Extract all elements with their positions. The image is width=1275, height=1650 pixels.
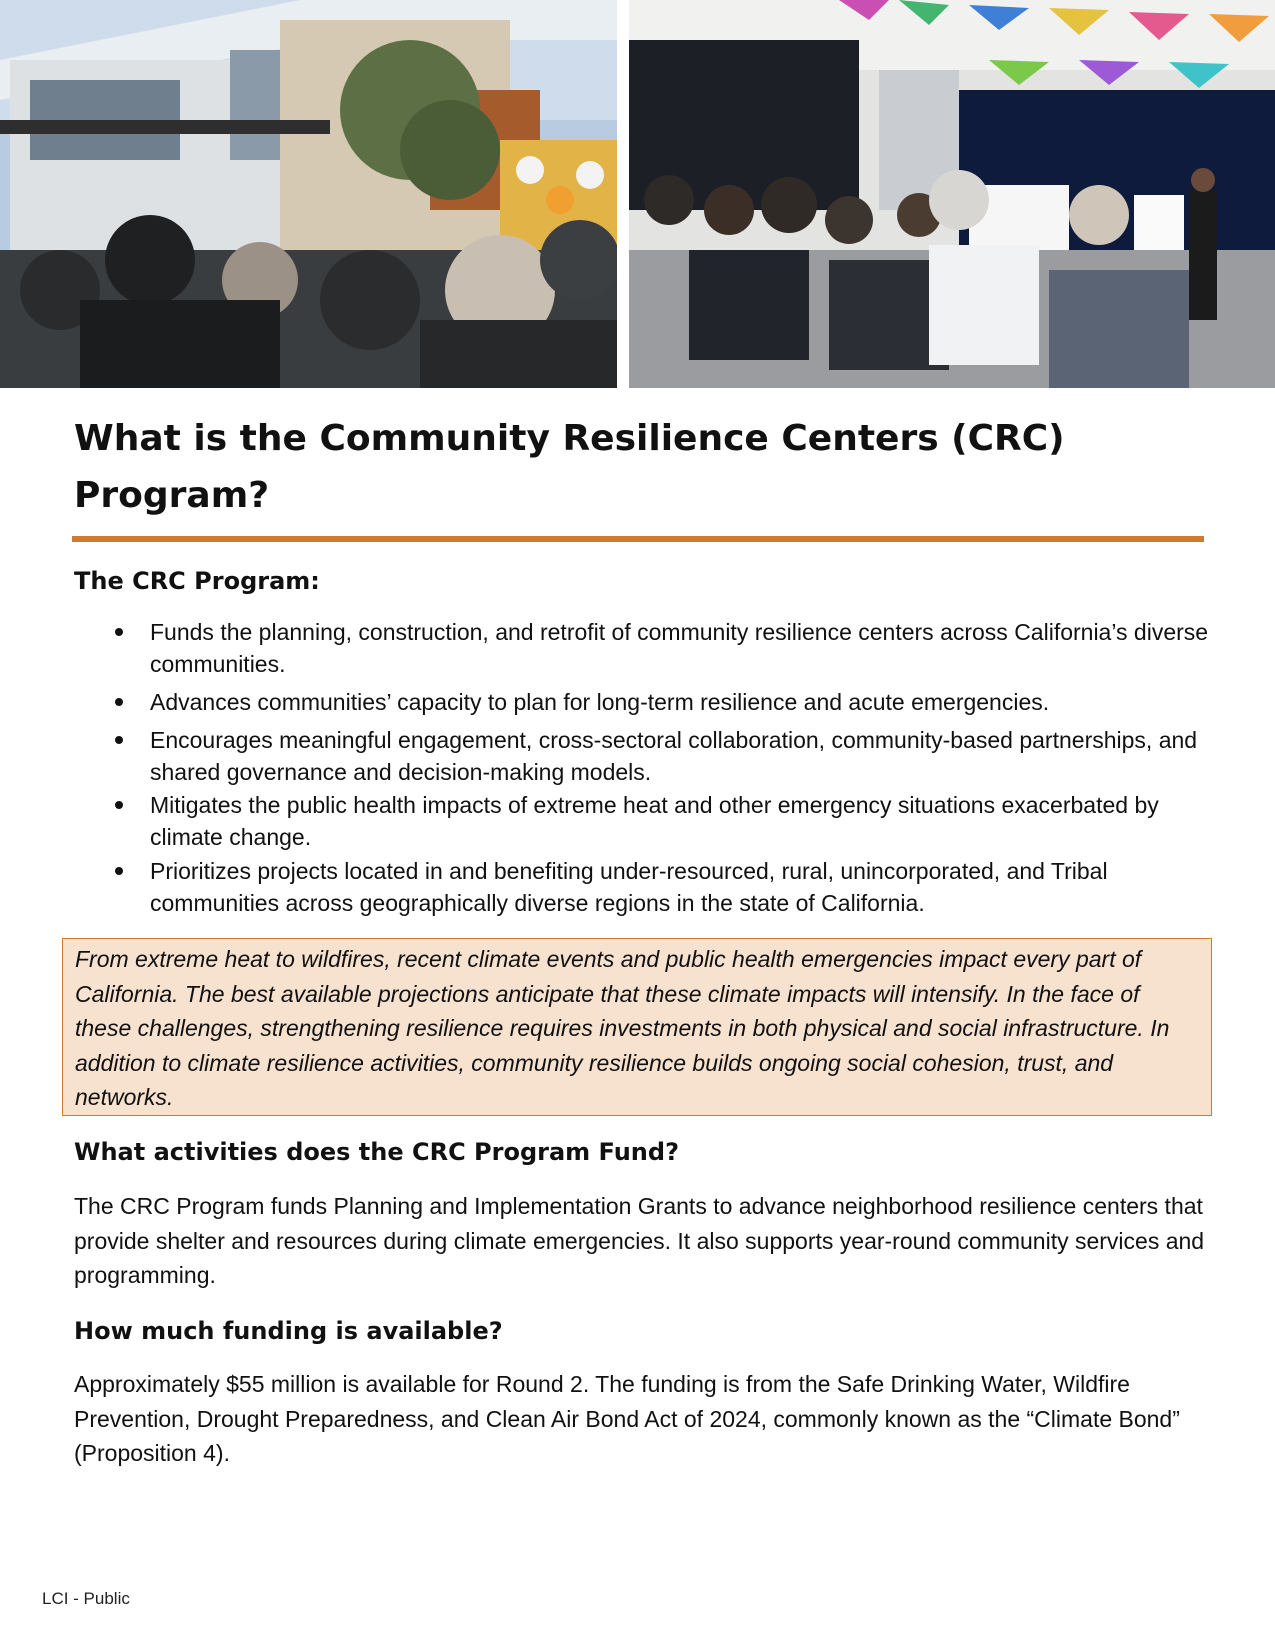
list-item: Prioritizes projects located in and benefiting under-resourced, rural, unincorporated, and Tribal communities across geographically diverse regions in the state of California. bbox=[74, 855, 1214, 921]
climate-callout-box: From extreme heat to wildfires, recent climate events and public health emergencies impact every part of California. The best available projections anticipate that these climate impacts will intensify. In the face of these challenges, strengthening resilience requires investments in both physical and social infrastructure. In addition to climate resilience activities, community resilience builds ongoing social cohesion, trust, and networks. bbox=[62, 938, 1212, 1116]
title-divider bbox=[72, 536, 1204, 542]
crc-program-heading: The CRC Program: bbox=[74, 567, 320, 595]
list-item: Advances communities’ capacity to plan for long-term resilience and acute emergencies. bbox=[74, 686, 1214, 724]
activities-paragraph: The CRC Program funds Planning and Implementation Grants to advance neighborhood resilience centers that provide shelter and resources during climate emergencies. It also supports year-round community services and programming. bbox=[74, 1193, 1205, 1288]
building-ceremony-photo bbox=[0, 0, 617, 388]
list-item: Encourages meaningful engagement, cross-sectoral collaboration, community-based partnerships, and shared governance and decision-making models. bbox=[74, 724, 1214, 789]
classification-footer: LCI - Public bbox=[42, 1589, 130, 1608]
building-ribbon-ceremony-photo-icon bbox=[0, 0, 617, 388]
list-item: Funds the planning, construction, and retrofit of community resilience centers across California’s diverse communities. bbox=[74, 616, 1214, 686]
community-meeting-photo bbox=[629, 0, 1275, 388]
funding-heading: How much funding is available? bbox=[74, 1317, 503, 1345]
page-title: What is the Community Resilience Centers (CRC) Program? bbox=[74, 418, 1065, 516]
list-item: Mitigates the public health impacts of extreme heat and other emergency situations exacerbated by climate change. bbox=[74, 789, 1214, 855]
community-meeting-photo-icon bbox=[629, 0, 1275, 388]
crc-program-bullets bbox=[74, 616, 1214, 921]
header-photos bbox=[0, 0, 1275, 388]
funding-paragraph: Approximately $55 million is available for Round 2. The funding is from the Safe Drinking Water, Wildfire Prevention, Drought Preparedness, and Clean Air Bond Act of 2024, commonly known as the “Climate Bond” (Proposition 4). bbox=[74, 1371, 1180, 1466]
activities-heading: What activities does the CRC Program Fund? bbox=[74, 1138, 679, 1166]
